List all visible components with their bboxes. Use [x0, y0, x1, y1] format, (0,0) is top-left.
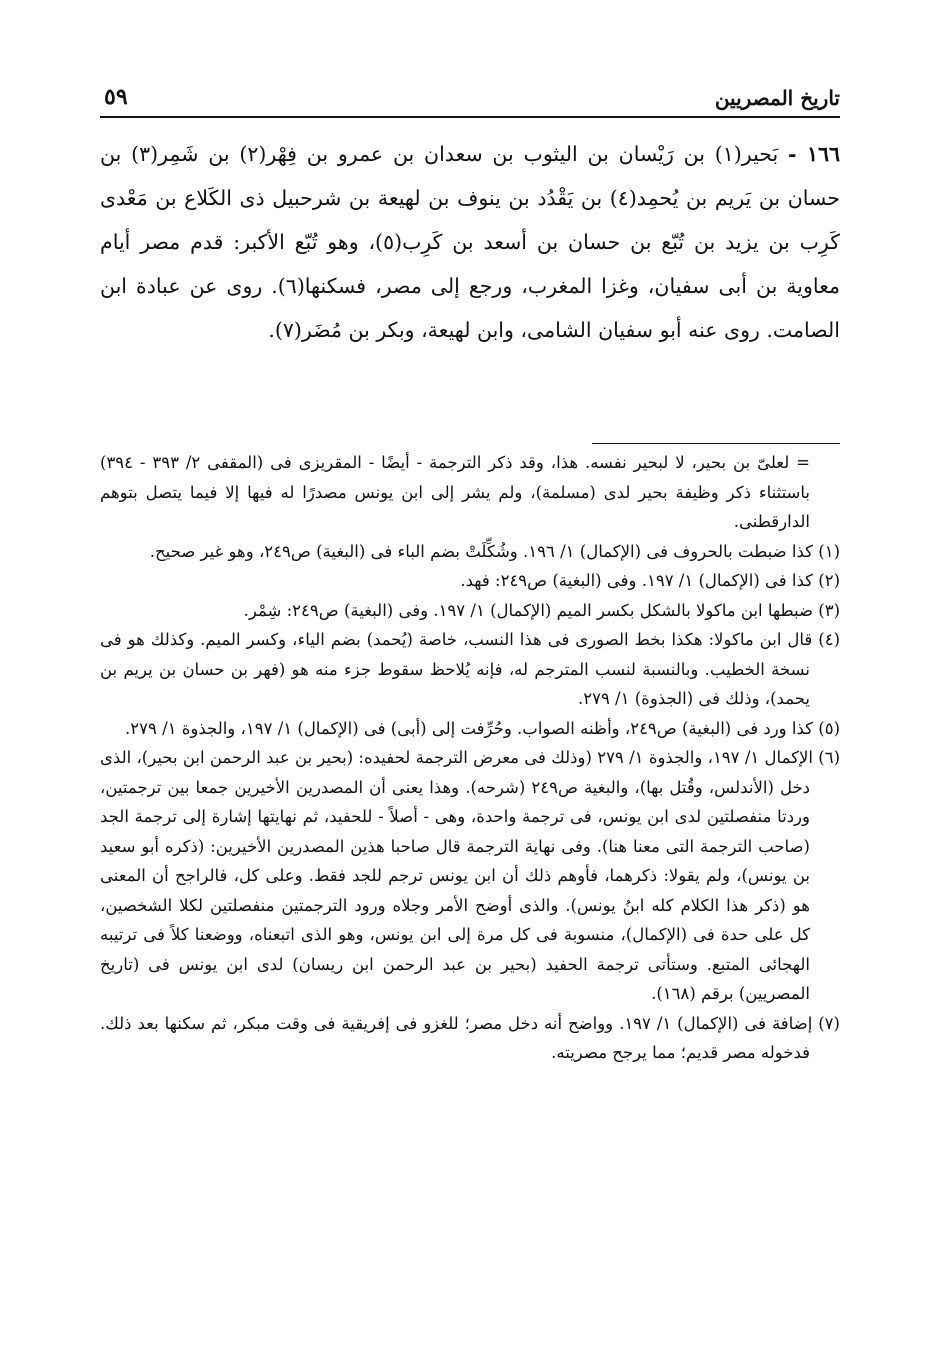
- biography-entry: [100, 132, 840, 352]
- footnote-rule: [592, 443, 840, 444]
- header-rule: [100, 116, 840, 118]
- entry-number: ١٦٦ -: [788, 142, 840, 166]
- footnote-1: (١) كذا ضبطت بالحروف فى (الإكمال) ١/ ١٩٦. وشُكِّلَتْ بضم الباء فى (البغية) ص٢٤٩، وهو غير صحيح.: [149, 541, 840, 561]
- footnote-6: (٦) الإكمال ١/ ١٩٧، والجذوة ١/ ٢٧٩ (وذلك فى معرض الترجمة لحفيده: (بحير بن عبد الرحمن ابن بحير)، الذى دخل (الأندلس، وقُتل بها)، والبغية ص٢٤٩ (شرحه). وهذا يعنى أن المصدرين الأخيرين جمعا بين ترجمتين، وردتا منفصلتين لدى ابن يونس، فى ترجمة واحدة، وهى - أصلاً - للحفيد، ثم نهايتها إشارة إلى ترجمة الجد (صاحب الترجمة التى معنا هنا). وفى نهاية الترجمة قال صاحبا هذين المصدرين الأخيرين: (ذكره أبو سعيد بن يونس)، ولم يقولا: ذكرهما، فأوهم ذلك أن ابن يونس ترجم للجد فقط. وعلى كل، فالراجح أن المعنى هو (ذكر هذا الكلام كله ابنُ يونس). والذى أوضح الأمر وجلاه ورود الترجمتين منفصلتين لكلا الشخصين، كل على حدة فى (الإكمال)، منسوبة فى كل مرة إلى ابن يونس، وهو الذى اتبعناه، ووضعنا كلاً فى ترتيبه الهجائى المتبع. وستأتى ترجمة الحفيد (بحير بن عبد الرحمن ابن ريسان) لدى ابن يونس فى (تاريخ المصريين) برقم (١٦٨).: [100, 748, 840, 1003]
- page-header: [100, 82, 840, 116]
- footnote-7: (٧) إضافة فى (الإكمال) ١/ ١٩٧. وواضح أنه دخل مصر؛ للغزو فى إفريقية فى وقت مبكر، ثم سكنها بعد ذلك. فدخوله مصر قديم؛ مما يرجح مصريته.: [100, 1013, 840, 1062]
- footnote-2: (٢) كذا فى (الإكمال) ١/ ١٩٧. وفى (البغية) ص٢٤٩: فهد.: [460, 571, 840, 590]
- page-number: ٥٩: [104, 84, 128, 110]
- footnote-4: (٤) قال ابن ماكولا: هكذا بخط الصورى فى هذا النسب، خاصة (يُحمد) بضم الياء، وكسر الميم. وكذلك هو فى نسخة الخطيب. وبالنسبة لنسب المترجم له، فإنه يُلاحظ سقوط جزء منه هو (فهر بن حسان بن يريم بن يحمد)، وذلك فى (الجذوة) ١/ ٢٧٩.: [100, 630, 840, 708]
- running-title: تاريخ المصريين: [714, 86, 840, 110]
- footnotes: [100, 448, 840, 1068]
- entry-text: بَحير(١) بن رَيْسان بن اليثوب بن سعدان بن عمرو بن فِهْر(٢) بن شَمِر(٣) بن حسان بن يَريم بن يُحمِد(٤) بن يَقْدُد بن ينوف بن لهيعة بن شرحبيل ذى الكَلاع بن مَعْدى كَرِب بن يزيد بن تُبّع بن حسان بن أسعد بن كَرِب(٥)، وهو تُبّع الأكبر: قدم مصر أيام معاوية بن أبى سفيان، وغزا المغرب، ورجع إلى مصر، فسكنها(٦). روى عن عبادة ابن الصامت. روى عنه أبو سفيان الشامى، وابن لهيعة، وبكر بن مُضَر(٧).: [100, 142, 840, 342]
- footnote-continuation: = لعلىّ بن بحير، لا لبحير نفسه. هذا، وقد ذكر الترجمة - أيضًا - المقريزى فى (المقفى ٢/ ٣٩٣ - ٣٩٤) باستثناء ذكر وظيفة بحير لدى (مسلمة)، ولم يشر إلى ابن يونس مصدرًا له فيها إلا فيما يتصل بتوهم الدارقطنى.: [100, 453, 810, 531]
- footnote-5: (٥) كذا ورد فى (البغية) ص٢٤٩، وأظنه الصواب. وحُرِّفت إلى (أبى) فى (الإكمال) ١/ ١٩٧، والجذوة ١/ ٢٧٩.: [125, 718, 840, 738]
- footnote-3: (٣) ضبطها ابن ماكولا بالشكل بكسر الميم (الإكمال) ١/ ١٩٧. وفى (البغية) ص٢٤٩: شِمْر.: [243, 600, 840, 620]
